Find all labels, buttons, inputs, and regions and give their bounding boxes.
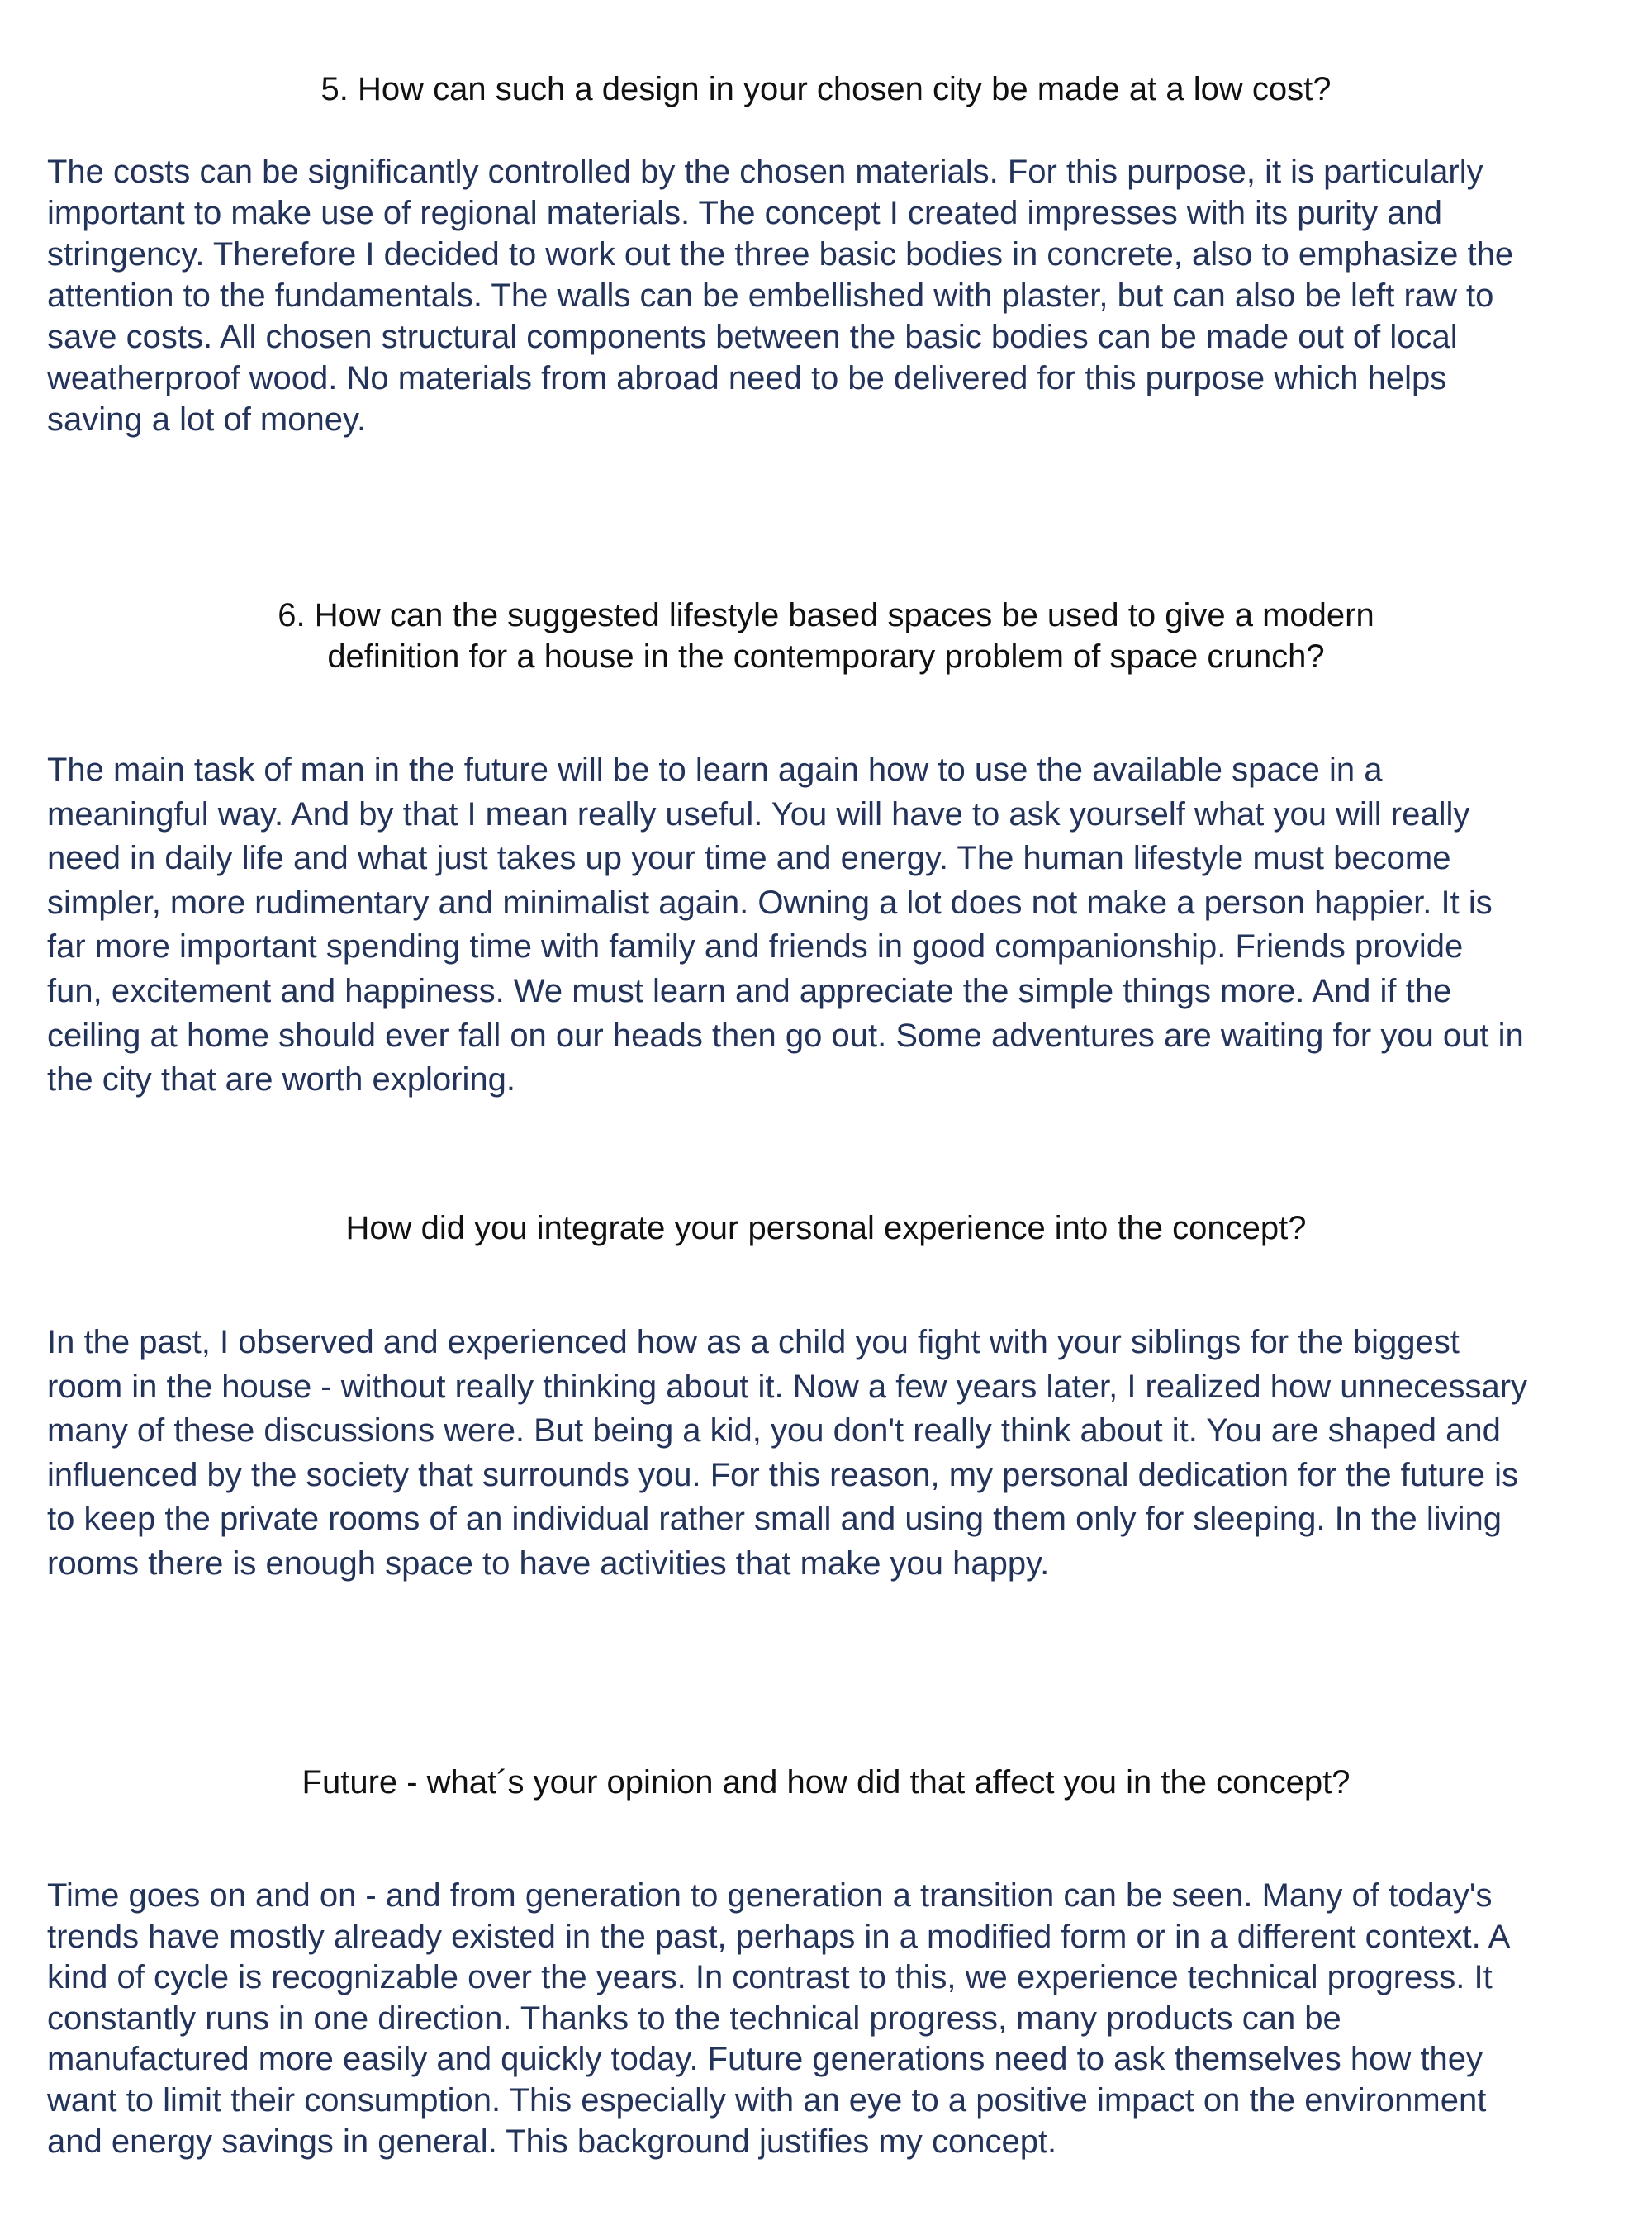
answer-line: save costs. All chosen structural components between the basic bodies can be made out of local bbox=[47, 319, 1458, 355]
answer-line: kind of cycle is recognizable over the years. In contrast to this, we experience technical progress. It bbox=[47, 1959, 1493, 1996]
answer-line: The costs can be significantly controlled by the chosen materials. For this purpose, it is particularly bbox=[47, 154, 1483, 190]
answer-line: and energy savings in general. This background justifies my concept. bbox=[47, 2123, 1057, 2160]
answer-paragraph-1 bbox=[47, 151, 1621, 440]
answer-line: trends have mostly already existed in the past, perhaps in a modified form or in a different context. A bbox=[47, 1918, 1511, 1955]
question-heading-1 bbox=[0, 69, 1652, 110]
question-line: Future - what´s your opinion and how did that affect you in the concept? bbox=[301, 1764, 1351, 1801]
question-heading-3 bbox=[0, 1208, 1652, 1249]
answer-line: constantly runs in one direction. Thanks to the technical progress, many products can be bbox=[47, 2000, 1341, 2037]
question-heading-2 bbox=[0, 595, 1652, 677]
answer-line: room in the house - without really thinking about it. Now a few years later, I realized how unnecessary bbox=[47, 1368, 1528, 1405]
answer-line: saving a lot of money. bbox=[47, 401, 367, 438]
answer-line: to keep the private rooms of an individual rather small and using them only for sleeping. In the living bbox=[47, 1501, 1502, 1538]
answer-line: want to limit their consumption. This especially with an eye to a positive impact on the environment bbox=[47, 2081, 1487, 2118]
answer-line: influenced by the society that surrounds you. For this reason, my personal dedication for the future is bbox=[47, 1456, 1518, 1493]
answer-line: The main task of man in the future will be to learn again how to use the available space in a bbox=[47, 752, 1383, 788]
answer-line: fun, excitement and happiness. We must learn and appreciate the simple things more. And if the bbox=[47, 972, 1452, 1009]
answer-line: stringency. Therefore I decided to work out the three basic bodies in concrete, also to emphasize the bbox=[47, 236, 1514, 273]
question-line: 6. How can the suggested lifestyle based spaces be used to give a modern bbox=[278, 597, 1374, 633]
answer-line: ceiling at home should ever fall on our heads then go out. Some adventures are waiting for you out in bbox=[47, 1017, 1524, 1054]
answer-line: manufactured more easily and quickly today. Future generations need to ask themselves how they bbox=[47, 2041, 1483, 2078]
answer-line: many of these discussions were. But being a kid, you don't really think about it. You are shaped and bbox=[47, 1412, 1501, 1450]
answer-paragraph-3 bbox=[47, 1321, 1621, 1587]
answer-line: meaningful way. And by that I mean really useful. You will have to ask yourself what you will really bbox=[47, 795, 1470, 833]
answer-paragraph-4 bbox=[47, 1876, 1621, 2162]
answer-line: attention to the fundamentals. The walls can be embellished with plaster, but can also be left raw to bbox=[47, 278, 1494, 314]
answer-line: rooms there is enough space to have activities that make you happy. bbox=[47, 1544, 1050, 1582]
answer-paragraph-2 bbox=[47, 748, 1621, 1103]
answer-line: weatherproof wood. No materials from abroad need to be delivered for this purpose which helps bbox=[47, 360, 1447, 396]
answer-line: Time goes on and on - and from generation to generation a transition can be seen. Many of today's bbox=[47, 1877, 1493, 1914]
question-line: How did you integrate your personal experience into the concept? bbox=[345, 1210, 1307, 1246]
answer-line: important to make use of regional materials. The concept I created impresses with its purity and bbox=[47, 195, 1442, 231]
question-heading-4 bbox=[0, 1762, 1652, 1803]
answer-line: the city that are worth exploring. bbox=[47, 1061, 515, 1098]
answer-line: far more important spending time with family and friends in good companionship. Friends provide bbox=[47, 928, 1464, 966]
question-line: 5. How can such a design in your chosen city be made at a low cost? bbox=[320, 71, 1332, 107]
answer-line: In the past, I observed and experienced how as a child you fight with your siblings for the biggest bbox=[47, 1324, 1460, 1360]
answer-line: simpler, more rudimentary and minimalist again. Owning a lot does not make a person happier. It is bbox=[47, 884, 1493, 921]
question-line: definition for a house in the contemporary problem of space crunch? bbox=[327, 638, 1325, 675]
answer-line: need in daily life and what just takes up your time and energy. The human lifestyle must become bbox=[47, 840, 1451, 877]
